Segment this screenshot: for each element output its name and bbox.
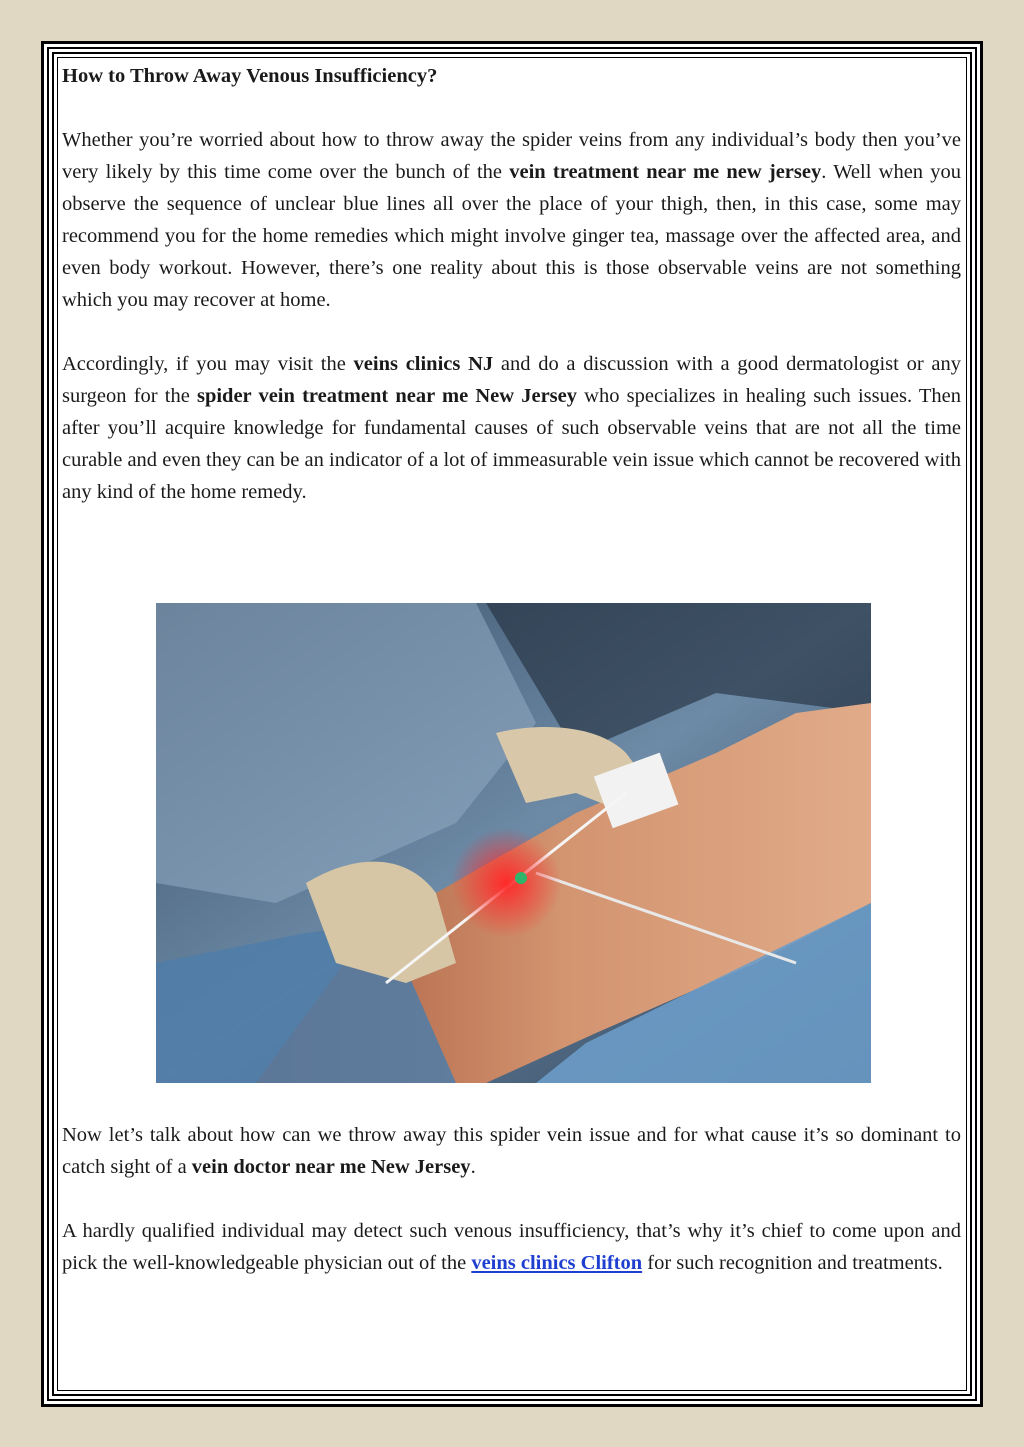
p3-text-1: Now let’s talk about how can we throw away this spider vein issue and for what cause it’s so dominant to catch sight of a: [62, 1124, 961, 1178]
article-title: How to Throw Away Venous Insufficiency?: [62, 65, 438, 87]
article-body: [62, 60, 961, 540]
vein-treatment-photo: [156, 603, 871, 1083]
veins-clinics-clifton-link[interactable]: veins clinics Clifton: [471, 1252, 643, 1274]
p2-text-3: who specializes in healing such issues. Then after you’ll acquire knowledge for fundamental causes of such observable veins that are not all the time curable and even they can be an indicator of a lot of immeasurable vein issue which cannot be recovered with any kind of the home remedy.: [62, 385, 961, 503]
p4-text-2: for such recognition and treatments.: [642, 1252, 943, 1274]
p2-text-2: and do a discussion with a good dermatologist or any surgeon for the: [62, 353, 961, 407]
p1-bold-1: vein treatment near me new jersey: [509, 161, 822, 183]
paragraph-3: [62, 1119, 961, 1183]
article-body-lower: [62, 1119, 961, 1311]
p1-text-1: Whether you’re worried about how to throw away the spider veins from any individual’s body then you’ve very likely by this time come over the bunch of the: [62, 129, 961, 183]
p2-bold-1: veins clinics NJ: [353, 353, 494, 375]
p3-bold-1: vein doctor near me New Jersey: [191, 1156, 471, 1178]
p2-text-1: Accordingly, if you may visit the: [62, 353, 354, 375]
paragraph-2: [62, 348, 961, 508]
p1-text-2: . Well when you observe the sequence of unclear blue lines all over the place of your thigh, then, in this case, some may recommend you for the home remedies which might involve ginger tea, massage over the affected area, and even body workout. However, there’s one reality about this is those observable veins are not something which you may recover at home.: [62, 161, 962, 311]
paragraph-4: [62, 1215, 961, 1279]
p2-bold-2: spider vein treatment near me New Jersey: [196, 385, 578, 407]
p4-text-1: A hardly qualified individual may detect such venous insufficiency, that’s why it’s chief to come upon and pick the well-knowledgeable physician out of the: [62, 1220, 961, 1274]
paragraph-1: [62, 124, 961, 316]
p3-text-2: .: [470, 1156, 476, 1178]
